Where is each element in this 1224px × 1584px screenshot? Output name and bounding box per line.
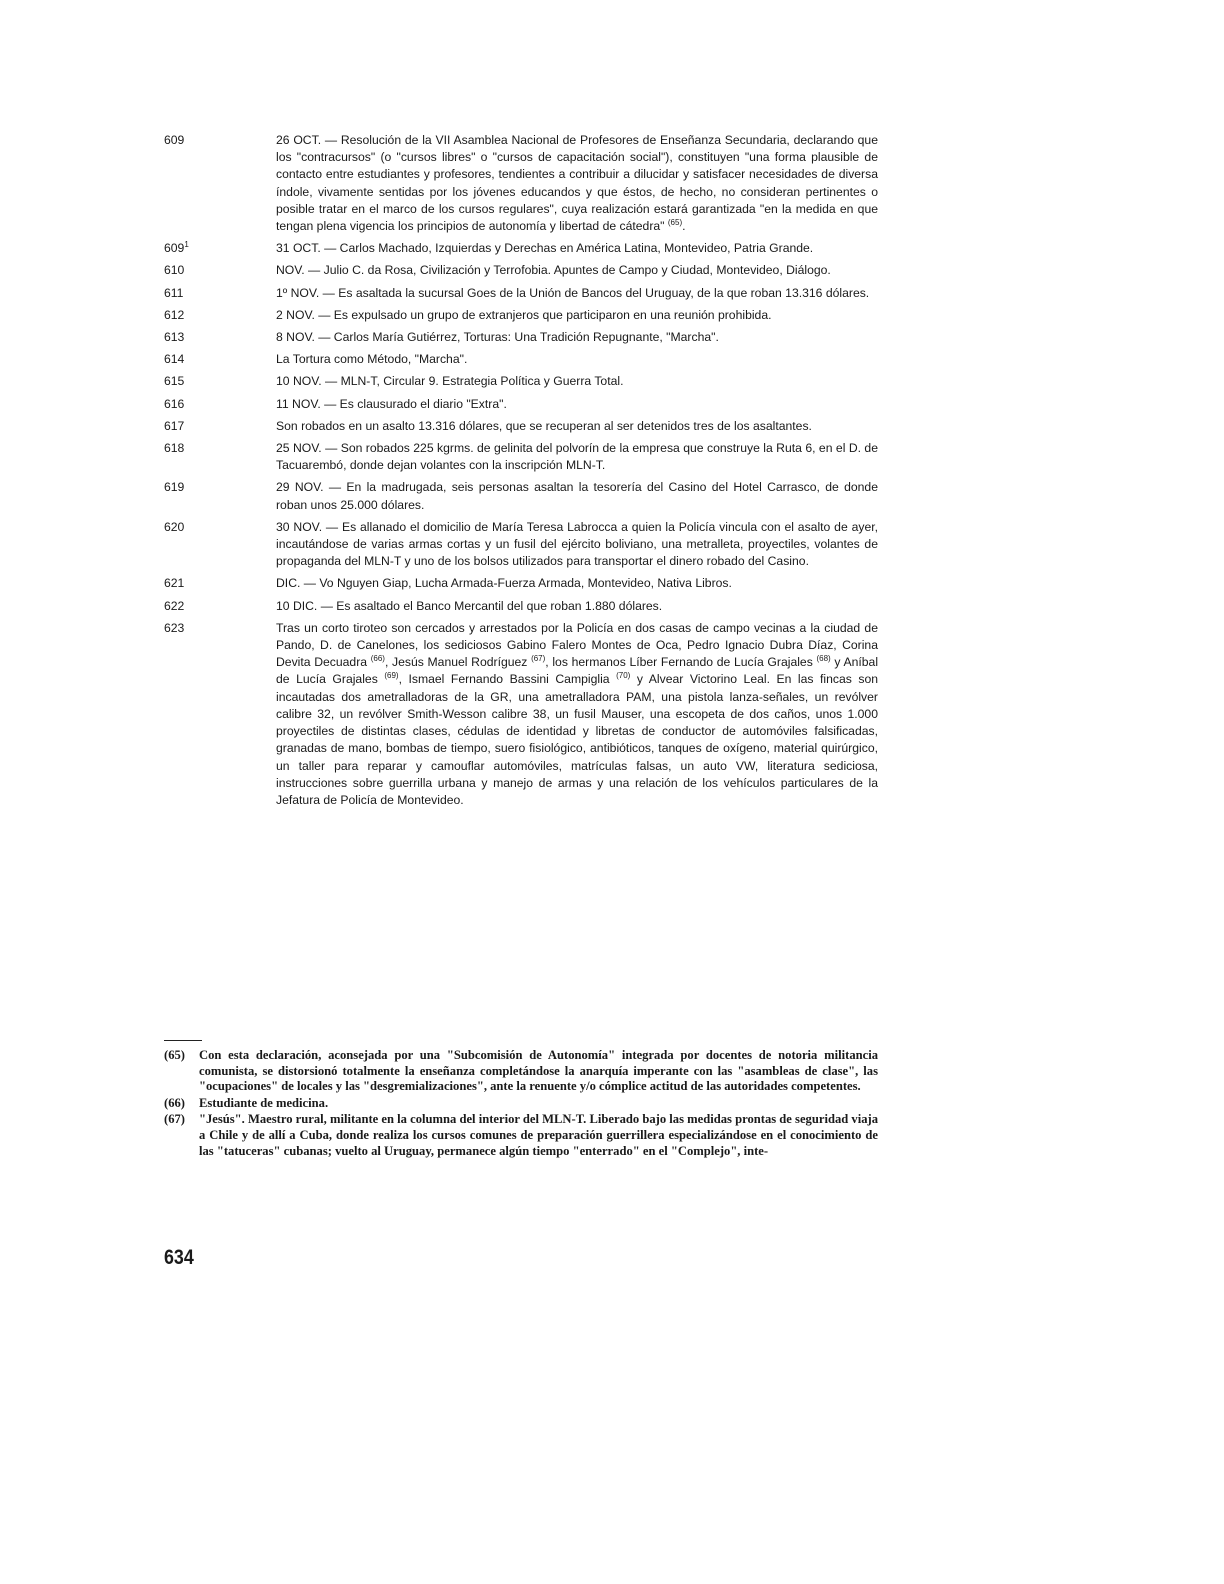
page-number: 634 bbox=[164, 1246, 194, 1269]
footnote-divider bbox=[164, 1040, 202, 1041]
footnote-ref[interactable]: (69) bbox=[384, 671, 399, 681]
footnote-ref[interactable]: (68) bbox=[816, 654, 831, 664]
entry-618 bbox=[164, 440, 878, 474]
entry-number: 615 bbox=[164, 374, 185, 389]
entry-number: 610 bbox=[164, 263, 185, 278]
entry-text: Son robados en un asalto 13.316 dólares, que se recuperan al ser detenidos tres de los asaltantes. bbox=[276, 418, 812, 433]
entry-number: 613 bbox=[164, 330, 185, 345]
entry-number: 611 bbox=[164, 285, 184, 300]
entry-text: 31 OCT. — Carlos Machado, Izquierdas y Derechas en América Latina, Montevideo, Patria Grande. bbox=[276, 241, 814, 256]
entry-text: 10 NOV. — MLN-T, Circular 9. Estrategia Política y Guerra Total. bbox=[276, 374, 624, 389]
footnote-65 bbox=[164, 1048, 878, 1095]
entry-623 bbox=[164, 620, 878, 809]
entry-text: La Tortura como Método, "Marcha". bbox=[276, 352, 468, 367]
entry-622 bbox=[164, 598, 878, 615]
entry-615 bbox=[164, 373, 878, 390]
entry-number: 620 bbox=[164, 519, 185, 534]
entry-617 bbox=[164, 418, 878, 435]
footnote-ref[interactable]: (66) bbox=[370, 654, 385, 664]
entry-text: 26 OCT. — Resolución de la VII Asamblea Nacional de Profesores de Enseñanza Secundaria, declarando que los "contracursos" (o "cursos libres" o "cursos de capacitación social"), constituyen "una forma plausible de contacto entre estudiantes y profesores, tendientes a contribuir a dilucidar y satisfacer necesidades de diversa índole, vivamente sentidas por los jóvenes educandos y que éstos, de hecho, no consideran pertinentes o posible tratar en el marco de los cursos regulares", cuya realización estará garantizada "en la medida en que tengan plena vigencia los principios de autonomía y libertad de cátedra" $^{(65)}$. bbox=[276, 133, 878, 234]
entry-609-1 bbox=[164, 240, 878, 257]
entry-610 bbox=[164, 262, 878, 279]
footnote-number: (66) bbox=[164, 1095, 185, 1110]
entry-text: 11 NOV. — Es clausurado el diario "Extra". bbox=[276, 396, 507, 411]
footnote-ref[interactable]: (67) bbox=[531, 654, 546, 664]
entry-number: 623 bbox=[164, 620, 185, 635]
entry-613 bbox=[164, 329, 878, 346]
entry-number: 618 bbox=[164, 441, 185, 456]
entry-number: 622 bbox=[164, 598, 185, 613]
entry-number: 612 bbox=[164, 307, 185, 322]
entry-number: 621 bbox=[164, 576, 185, 591]
footnote-text: Estudiante de medicina. bbox=[199, 1095, 329, 1110]
footnote-66 bbox=[164, 1096, 878, 1112]
entry-616 bbox=[164, 396, 878, 413]
entry-621 bbox=[164, 575, 878, 592]
entry-text: NOV. — Julio C. da Rosa, Civilización y Terrofobia. Apuntes de Campo y Ciudad, Montevideo, Diálogo. bbox=[276, 263, 831, 278]
footnote-text: Con esta declaración, aconsejada por una "Subcomisión de Autonomía" integrada por docentes de notoria militancia comunista, se distorsionó totalmente la enseñanza completándose la anarquía imperante con las "asambleas de clase", las "ocupaciones" de locales y las "desgremializaciones", ante la renuente y/o cómplice actitud de las autoridades competentes. bbox=[199, 1048, 878, 1094]
entry-text: 10 DIC. — Es asaltado el Banco Mercantil del que roban 1.880 dólares. bbox=[276, 598, 663, 613]
footnote-67 bbox=[164, 1112, 878, 1159]
entry-614 bbox=[164, 351, 878, 368]
entry-text: 8 NOV. — Carlos María Gutiérrez, Torturas: Una Tradición Repugnante, "Marcha". bbox=[276, 330, 719, 345]
chronology-entries bbox=[164, 132, 878, 814]
entry-text: 29 NOV. — En la madrugada, seis personas asaltan la tesorería del Casino del Hotel Carrasco, de donde roban unos 25.000 dólares. bbox=[276, 480, 878, 512]
entry-620 bbox=[164, 519, 878, 571]
entry-619 bbox=[164, 479, 878, 513]
entry-number: 614 bbox=[164, 352, 185, 367]
entry-number: 619 bbox=[164, 480, 185, 495]
entry-text: 30 NOV. — Es allanado el domicilio de María Teresa Labrocca a quien la Policía vincula con el asalto de ayer, incautándose de varias armas cortas y un fusil del ejército boliviano, una metralleta, proyectiles, volantes de propaganda del MLN-T y uno de los bolsos utilizados para transportar el dinero robado del Casino. bbox=[276, 519, 878, 569]
entry-609 bbox=[164, 132, 878, 235]
entry-text: Tras un corto tiroteo son cercados y arrestados por la Policía en dos casas de campo vecinas a la ciudad de Pando, D. de Canelones, los sediciosos Gabino Falero Montes de Oca, Pedro Ignacio Dubra Díaz, Corina Devita Decuadra $^{(66)}$, Jesús Manuel Rodríguez $^{(67)}$, los hermanos Líber Fernando de Lucía Grajales $^{(68)}$ y Aníbal de Lucía Grajales $^{(69)}$, Ismael Fernando Bassini Campiglia $^{(70)}$ y Alvear Victorino Leal. En las fincas son incautadas dos ametralladoras de la GR, una ametralladora PAM, una pistola lanza-señales, un revólver calibre 32, un revólver Smith-Wesson calibre 38, un fusil Mauser, una escopeta de dos caños, unos 1.000 proyectiles de distintas clases, cédulas de identidad y libretas de conductor de automóviles falsificadas, granadas de mano, bombas de tiempo, suero fisiológico, antibióticos, tanques de oxígeno, material quirúrgico, un taller para reparar y camouflar automóviles, matrículas falsas, un auto VW, literatura sediciosa, instrucciones sobre guerrilla urbana y manejo de armas y una relación de los vehículos particulares de la Jefatura de Policía de Montevideo. bbox=[276, 620, 879, 807]
entry-text: 1º NOV. — Es asaltada la sucursal Goes de la Unión de Bancos del Uruguay, de la que roban 13.316 dólares. bbox=[276, 285, 870, 300]
footnote-number: (67) bbox=[164, 1112, 185, 1127]
footnote-ref[interactable]: (65) bbox=[667, 217, 683, 227]
entry-number: $609^1$ bbox=[164, 240, 189, 256]
entry-text: 25 NOV. — Son robados 225 kgrms. de gelinita del polvorín de la empresa que construye la Ruta 6, en el D. de Tacuarembó, donde dejan volantes con la inscripción MLN-T. bbox=[276, 441, 878, 473]
entry-611 bbox=[164, 285, 878, 302]
entry-number: 609 bbox=[164, 133, 185, 147]
entry-number: 616 bbox=[164, 396, 185, 411]
entry-number: 617 bbox=[164, 418, 185, 433]
entry-text: DIC. — Vo Nguyen Giap, Lucha Armada-Fuerza Armada, Montevideo, Nativa Libros. bbox=[276, 576, 732, 591]
entry-612 bbox=[164, 307, 878, 324]
entry-text: 2 NOV. — Es expulsado un grupo de extranjeros que participaron en una reunión prohibida. bbox=[276, 307, 772, 322]
footnote-ref[interactable]: (70) bbox=[616, 671, 631, 681]
footnotes bbox=[164, 1048, 878, 1160]
footnote-text: "Jesús". Maestro rural, militante en la columna del interior del MLN-T. Liberado bajo las medidas prontas de seguridad viaja a Chile y de allí a Cuba, donde realiza los cursos comunes de preparación guerrillera especializándose en el conocimiento de las "tatuceras" cubanas; vuelto al Uruguay, permanece algún tiempo "enterrado" en el "Complejo", inte- bbox=[199, 1112, 878, 1158]
footnote-number: (65) bbox=[164, 1048, 185, 1062]
